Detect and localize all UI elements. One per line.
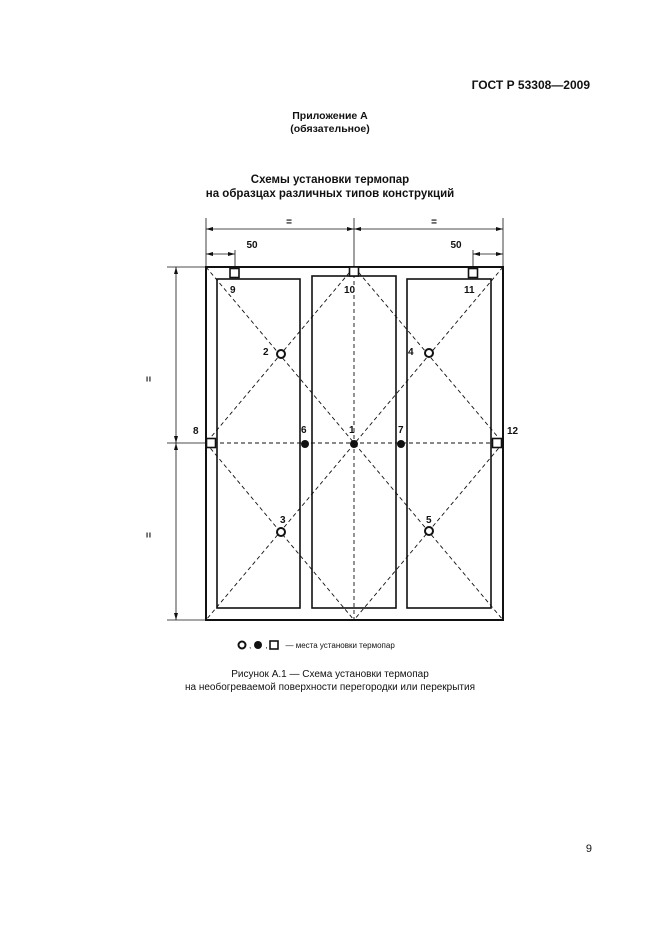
point-label-12: 12 <box>507 426 519 437</box>
point-label-3: 3 <box>280 515 286 526</box>
point-label-4: 4 <box>408 347 414 358</box>
square-icon <box>269 640 279 650</box>
open-circle-icon <box>237 640 247 650</box>
figure-caption-line1: Рисунок А.1 — Схема установки термопар <box>231 669 429 680</box>
figure-title-line2: на образцах различных типов конструкций <box>205 188 455 200</box>
point-11-square-marker <box>469 269 478 278</box>
point-10-square-marker <box>350 267 359 276</box>
legend-separator-1: , <box>249 640 252 650</box>
point-label-5: 5 <box>426 515 432 526</box>
dim-offset-right: 50 <box>450 240 462 251</box>
annex-status: (обязательное) <box>290 123 370 135</box>
point-8-square-marker <box>207 439 216 448</box>
point-6-dot-marker <box>301 440 309 448</box>
point-label-10: 10 <box>344 285 356 296</box>
standard-number: ГОСТ Р 53308—2009 <box>471 78 590 92</box>
point-label-7: 7 <box>398 425 404 436</box>
legend <box>237 640 395 650</box>
point-labels <box>193 285 519 526</box>
dim-equal-side-top: = <box>142 376 153 382</box>
dim-equal-top-left: = <box>286 217 292 228</box>
point-label-6: 6 <box>301 425 307 436</box>
annex-title: Приложение А <box>292 110 368 122</box>
page-number: 9 <box>585 843 592 855</box>
point-1-dot-marker <box>350 440 358 448</box>
point-9-square-marker <box>230 269 239 278</box>
legend-separator-2: , <box>265 640 268 650</box>
point-label-8: 8 <box>193 426 199 437</box>
dim-equal-side-bottom: = <box>142 532 153 538</box>
point-12-square-marker <box>493 439 502 448</box>
point-label-2: 2 <box>263 347 269 358</box>
figure-title-line1: Схемы установки термопар <box>250 174 410 186</box>
legend-text: — места установки термопар <box>285 640 395 650</box>
point-label-11: 11 <box>464 285 475 296</box>
dim-offset-left: 50 <box>246 240 258 251</box>
point-2-circle-marker <box>277 350 285 358</box>
dim-equal-top-right: = <box>431 217 437 228</box>
point-label-9: 9 <box>230 285 236 296</box>
point-label-1: 1 <box>349 425 355 436</box>
figure-caption-line2: на необогреваемой поверхности перегородки или перекрытия <box>184 682 476 693</box>
point-5-circle-marker <box>425 527 433 535</box>
point-7-dot-marker <box>397 440 405 448</box>
point-4-circle-marker <box>425 349 433 357</box>
filled-circle-icon <box>253 640 263 650</box>
point-3-circle-marker <box>277 528 285 536</box>
